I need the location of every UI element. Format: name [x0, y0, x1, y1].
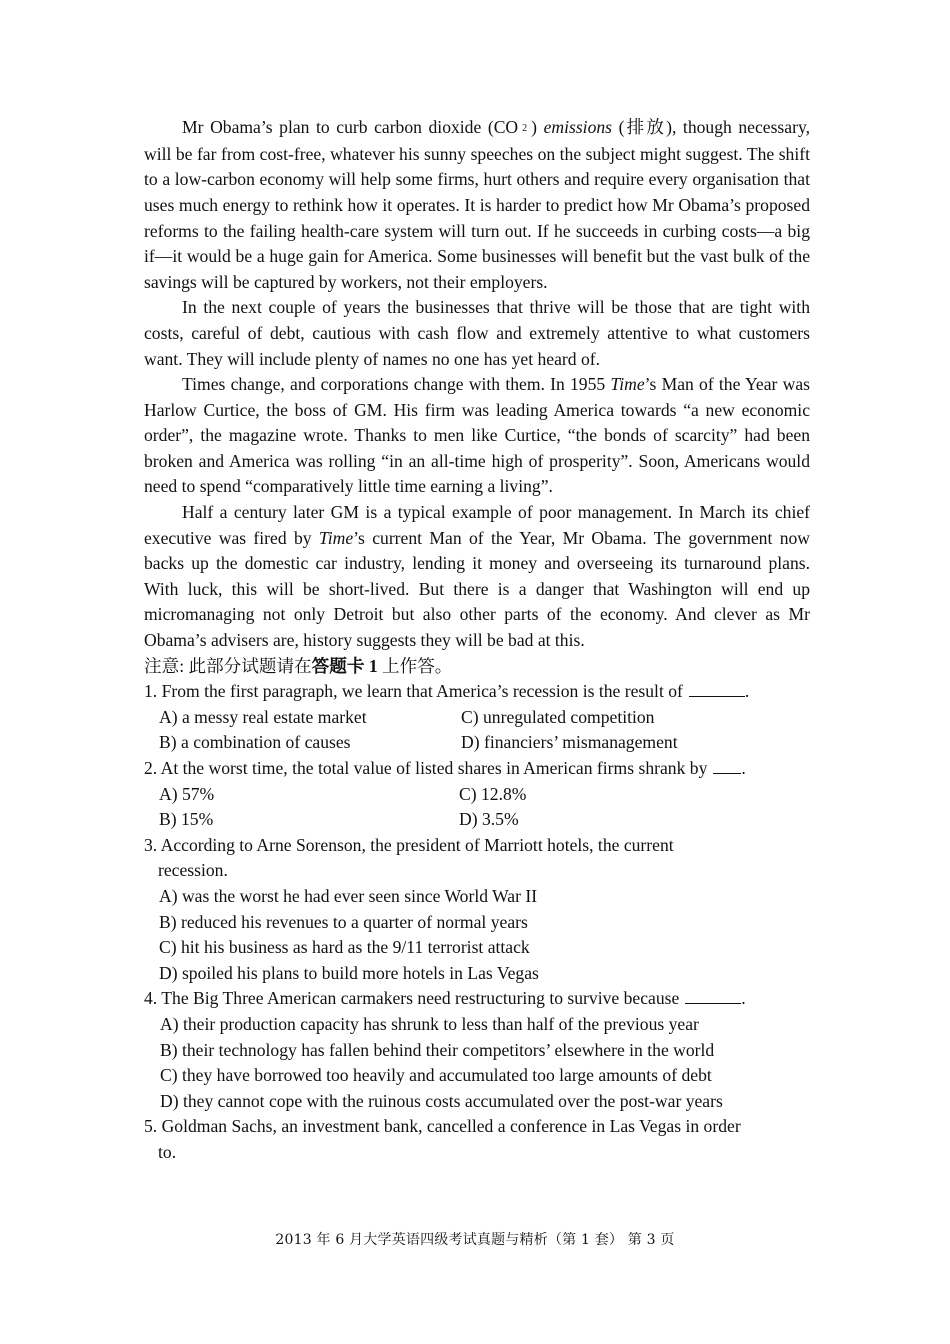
option-b: B) a combination of causes: [159, 732, 351, 753]
question-5-stem: 5. Goldman Sachs, an investment bank, cancelled a conference in Las Vegas in order: [144, 1116, 741, 1137]
option-d: D) they cannot cope with the ruinous costs accumulated over the post-war years: [160, 1090, 723, 1111]
option-b: B) 15%: [159, 809, 214, 830]
question-2-tail: .: [741, 758, 746, 778]
question-1-options-row-2: [144, 730, 810, 756]
page-footer: 2013 年 6 月大学英语四级考试真题与精析（第 1 套） 第 3 页: [275, 1232, 675, 1248]
paragraph-3-text-a: Times change, and corporations change with them. In 1955: [182, 374, 611, 395]
option-a: A) was the worst he had ever seen since World War II: [159, 885, 538, 906]
question-1-tail: .: [744, 681, 750, 702]
answer-blank: [689, 679, 745, 697]
answer-blank: [713, 756, 741, 774]
question-1-stem: [144, 679, 810, 705]
emissions-term: emissions: [543, 117, 613, 137]
question-5-stem-continued: [144, 1140, 810, 1166]
time-magazine-title: Time: [318, 527, 354, 548]
note-text-b: 上作答。: [377, 655, 453, 676]
option-d: D) financiers’ mismanagement: [461, 732, 678, 753]
note-answer-card: 答题卡 1: [311, 655, 378, 676]
option-c: C) 12.8%: [459, 783, 527, 804]
question-4-stem: [144, 986, 810, 1012]
question-3-text-continued: recession: [158, 860, 224, 881]
question-4-tail: .: [741, 988, 746, 1009]
option-d: D) spoiled his plans to build more hotels in Las Vegas: [159, 962, 539, 983]
paragraph-3-text-b: ’s Man of the Year was Harlow Curtice, the boss of GM. His firm was leading America towards “a new economic order”, the magazine wrote. Thanks to men like Curtice, “the bonds of scarcity” had been broken and America was rolling “in an all-time high of prosperity”. Soon, Americans would need to spend “comparatively little time earning a living”.: [144, 374, 810, 497]
option-c: C) unregulated competition: [461, 706, 655, 727]
question-2-options-row-2: [144, 807, 810, 833]
option-c: C) hit his business as hard as the 9/11 terrorist attack: [159, 937, 530, 958]
question-3-stem: 3. According to Arne Sorenson, the president of Marriott hotels, the current: [144, 834, 674, 855]
option-d: D) 3.5%: [459, 809, 519, 830]
option-c: C) they have borrowed too heavily and accumulated too large amounts of debt: [160, 1065, 712, 1086]
question-3-tail: .: [223, 860, 228, 881]
note-text-a: 注意: 此部分试题请在: [144, 655, 312, 676]
question-5-text-continued: to: [158, 1141, 172, 1162]
question-1-text: 1. From the first paragraph, we learn that America’s recession is the result of: [144, 681, 683, 702]
question-2-options-row-1: [144, 782, 810, 808]
option-a: A) a messy real estate market: [159, 706, 367, 727]
option-b: B) reduced his revenues to a quarter of normal years: [159, 911, 528, 932]
page-body: [144, 115, 810, 1166]
paragraph-1-text-c: (排放), though necessary, will be far from cost-free, whatever his sunny speeches on the subject might suggest. The shift to a low-carbon economy will help some firms, hurt others and require every organisation that uses much energy to rethink how it operates. It is harder to predict how Mr Obama’s proposed reforms to the failing health-care system will turn out. If he succeeds in curbing costs—a big if—it would be a huge gain for America. Some businesses will benefit but the vast bulk of the savings will be captured by workers, not their employers.: [144, 117, 810, 292]
question-2-text: 2. At the worst time, the total value of listed shares in American firms shrank by: [144, 758, 708, 778]
co2-subscript: 2: [522, 123, 528, 135]
time-magazine-title: Time: [610, 374, 645, 395]
question-4-text: 4. The Big Three American carmakers need restructuring to survive because: [144, 988, 680, 1009]
paragraph-4: [144, 500, 810, 654]
paragraph-3: [144, 372, 810, 500]
paragraph-4-text-a: Half a century later GM is a typical example of poor management. In March its chief executive was fired by: [144, 502, 810, 548]
paragraph-2: In the next couple of years the businesses that thrive will be those that are tight with costs, careful of debt, cautious with cash flow and extremely attentive to what customers want. They will include plenty of names no one has yet heard of.: [144, 297, 810, 369]
option-a: A) their production capacity has shrunk to less than half of the previous year: [160, 1013, 699, 1034]
option-a: A) 57%: [159, 783, 215, 804]
answer-blank: [685, 986, 741, 1004]
question-2-stem: [144, 756, 810, 782]
question-1-options-row-1: [144, 705, 810, 731]
paragraph-1-text-a: Mr Obama’s plan to curb carbon dioxide (CO: [182, 117, 519, 137]
option-b: B) their technology has fallen behind their competitors’ elsewhere in the world: [160, 1039, 715, 1060]
paragraph-1-text-b: ): [531, 117, 544, 137]
paragraph-4-text-b: ’s current Man of the Year, Mr Obama. The government now backs up the domestic car industry, lending it money and overseeing its turnaround plans. With luck, this will be short-lived. But there is a danger that Washington will end up micromanaging not only Detroit but also other parts of the economy. And clever as Mr Obama’s advisers are, history suggests they will be bad at this.: [144, 527, 810, 651]
question-3-stem-continued: [144, 858, 810, 884]
question-5-tail: .: [171, 1141, 177, 1162]
paragraph-1: [144, 115, 810, 295]
answer-sheet-note: [144, 654, 810, 680]
